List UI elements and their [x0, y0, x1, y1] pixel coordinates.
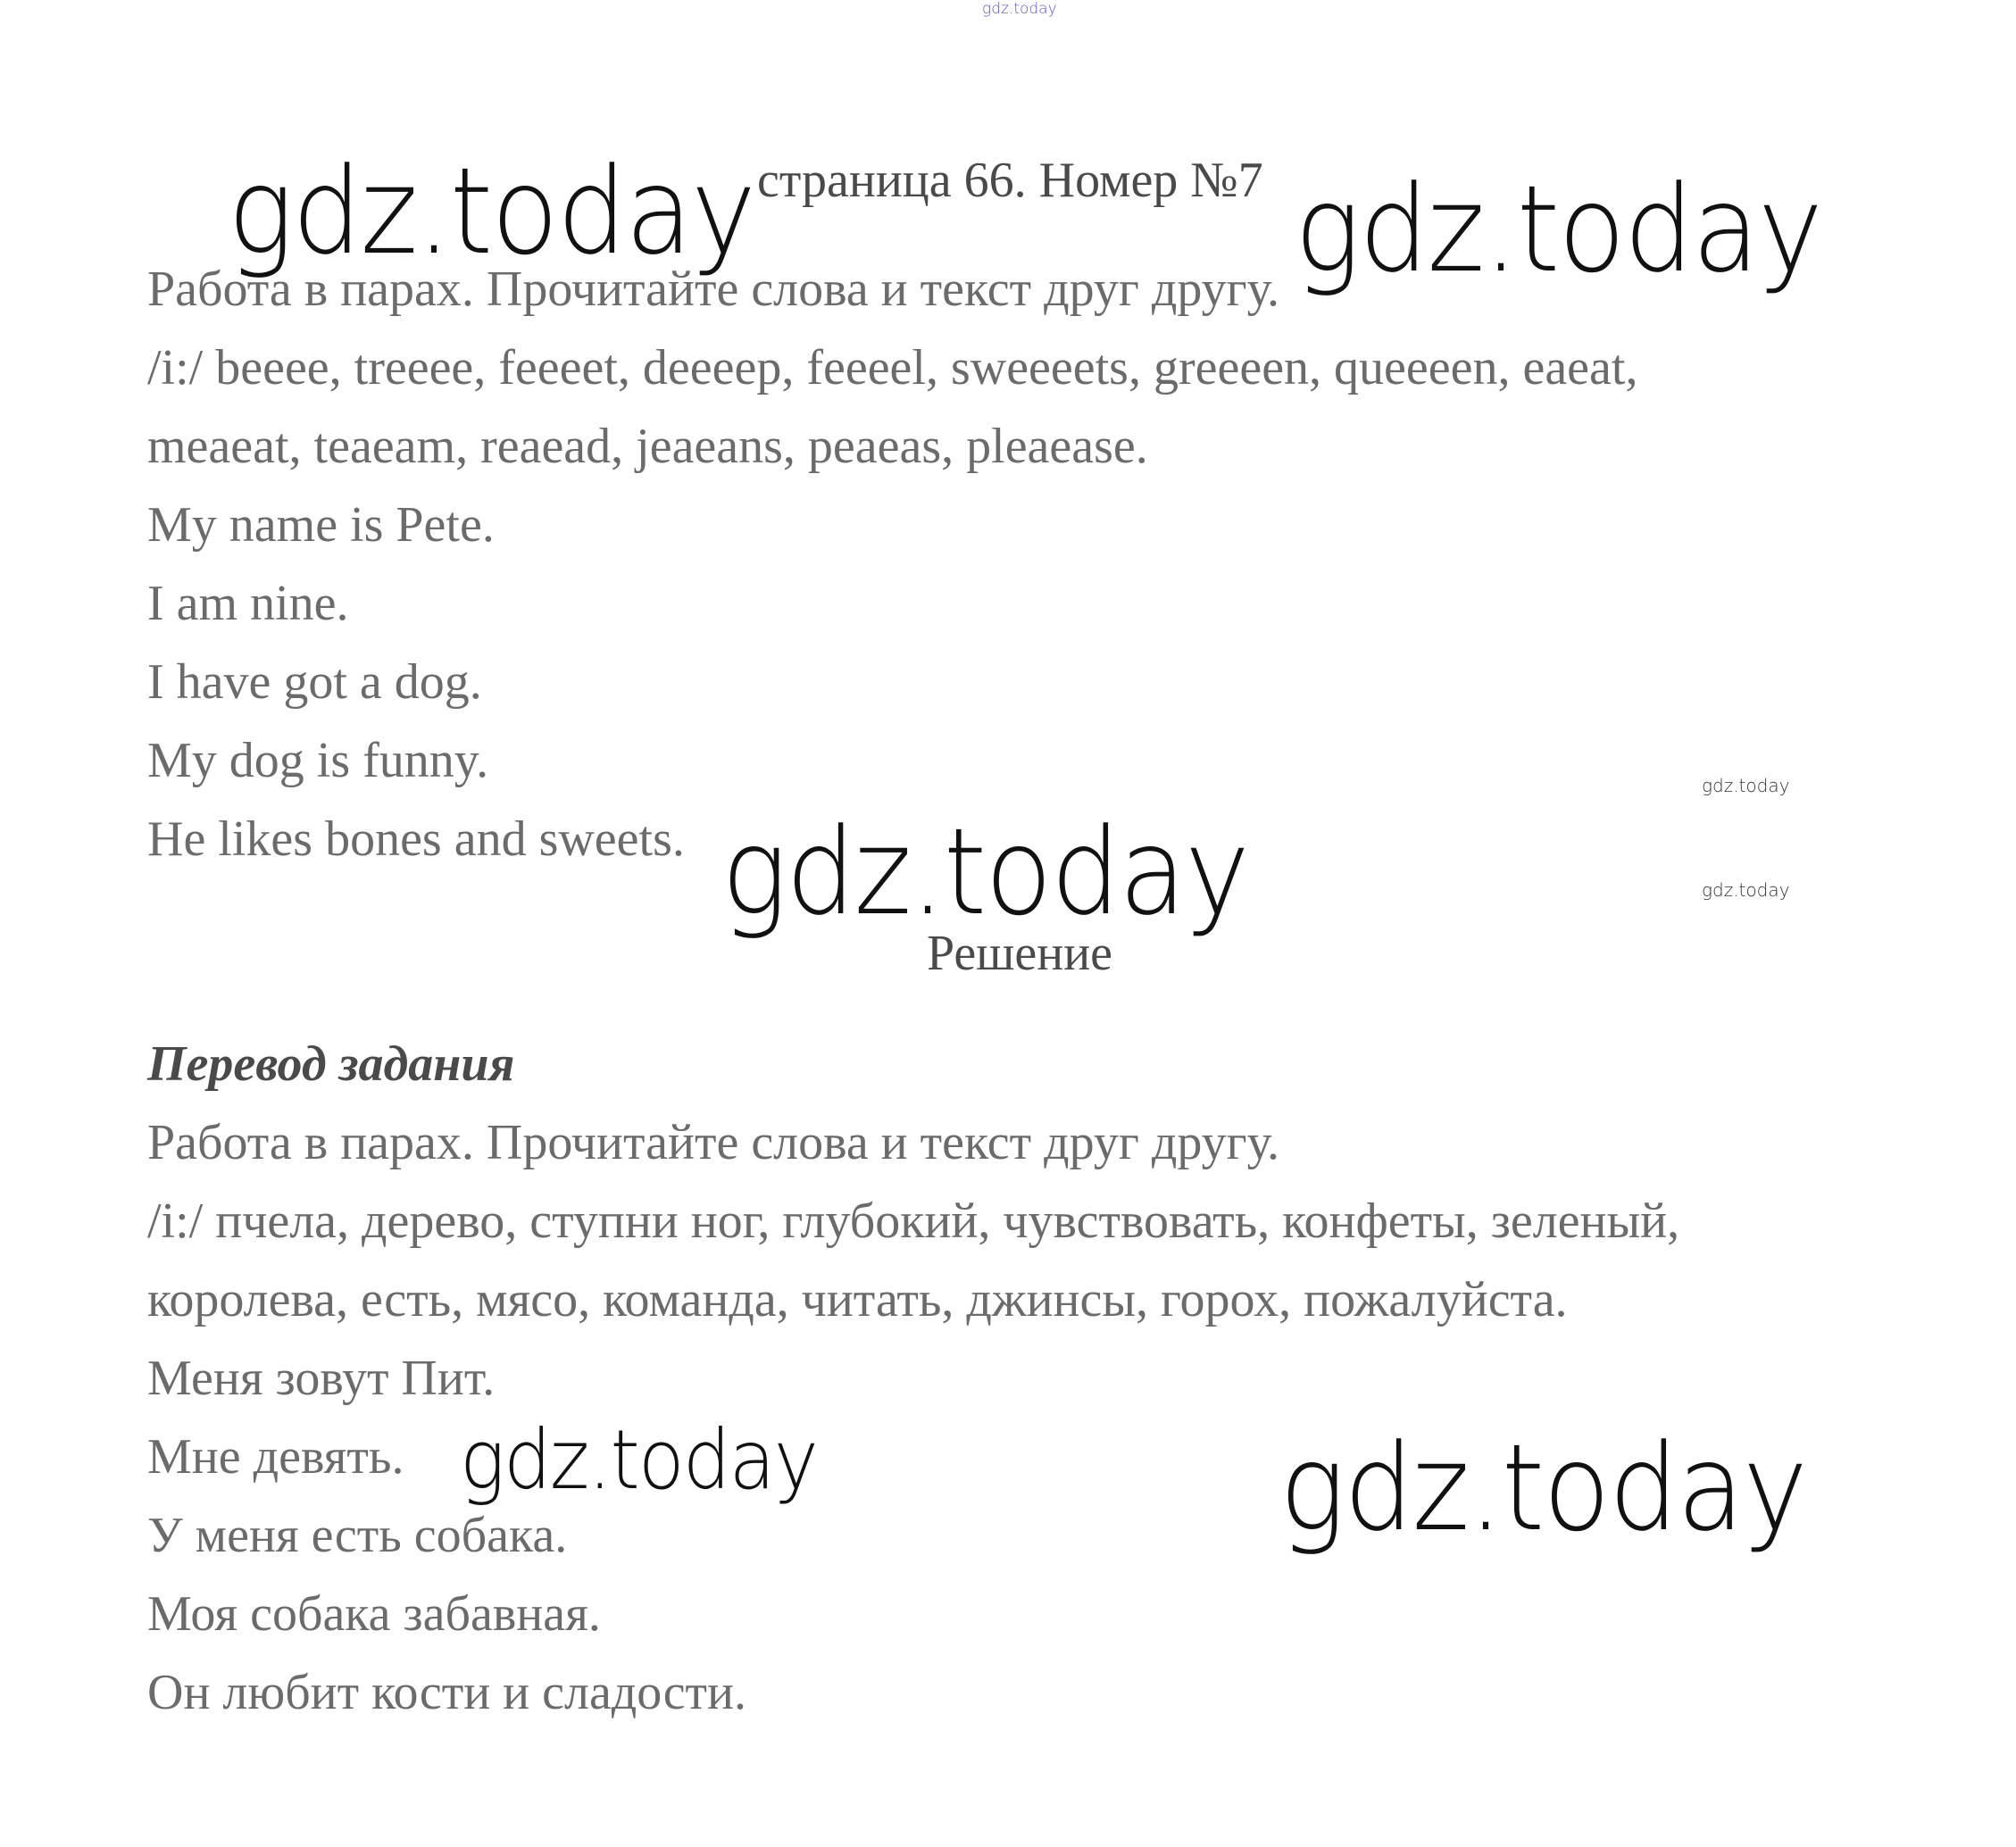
- task-words-line-2: meaeat, teaeam, reaead, jeaeans, peaeas, pleaease.: [147, 419, 1148, 474]
- task-instruction: Работа в парах. Прочитайте слова и текст друг другу.: [147, 262, 1279, 317]
- task-words-line-1: /i:/ beeee, treeee, feeeet, deeeep, feeeel, sweeeets, greeeen, queeeen, eaeat,: [147, 340, 1638, 395]
- solution-title: Решение: [927, 926, 1113, 981]
- watermark-left: gdz.today: [228, 142, 755, 281]
- page-title: страница 66. Номер №7: [757, 153, 1263, 208]
- solution-instruction: Работа в парах. Прочитайте слова и текст друг другу.: [147, 1115, 1279, 1170]
- solution-sentence: Меня зовут Пит.: [147, 1351, 496, 1406]
- task-sentence: My dog is funny.: [147, 733, 489, 788]
- task-sentence: I have got a dog.: [147, 654, 482, 710]
- task-sentence: I am nine.: [147, 576, 349, 631]
- watermark-mid: gdz.today: [460, 1412, 817, 1508]
- solution-sentence: У меня есть собака.: [147, 1508, 568, 1563]
- task-sentence: He likes bones and sweets.: [147, 811, 685, 867]
- solution-words-line-1: /i:/ пчела, дерево, ступни ног, глубокий, чувствовать, конфеты, зеленый,: [147, 1194, 1680, 1249]
- task-sentence: My name is Pete.: [147, 497, 495, 553]
- solution-sentence: Он любит кости и сладости.: [147, 1665, 746, 1720]
- solution-sentence: Моя собака забавная.: [147, 1586, 601, 1642]
- watermark-right: gdz.today: [1295, 160, 1822, 299]
- translation-heading: Перевод задания: [147, 1036, 515, 1092]
- watermark-small-2: gdz.today: [1702, 879, 1790, 901]
- solution-sentence: Мне девять.: [147, 1429, 404, 1485]
- watermark-top: gdz.today: [982, 0, 1057, 18]
- watermark-center: gdz.today: [721, 803, 1249, 942]
- watermark-bottom-right: gdz.today: [1279, 1419, 1807, 1558]
- solution-words-line-2: королева, есть, мясо, команда, читать, джинсы, горох, пожалуйста.: [147, 1272, 1568, 1327]
- watermark-small-1: gdz.today: [1702, 775, 1790, 796]
